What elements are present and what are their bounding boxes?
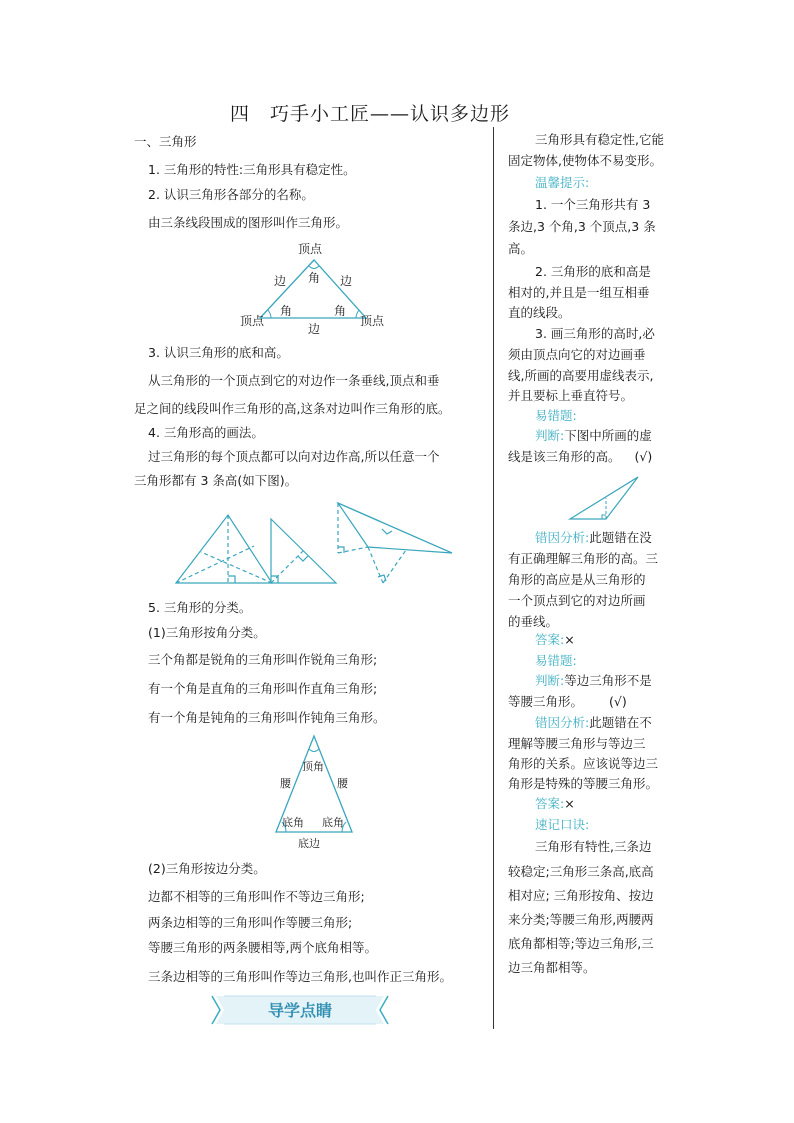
triangle-parts-diagram bbox=[236, 238, 396, 338]
label-leg-right: 腰 bbox=[337, 777, 348, 790]
text-line: (1)三角形按角分类。 bbox=[148, 625, 266, 640]
judge-label: 判断: bbox=[535, 428, 565, 443]
text-line: 三个角都是锐角的三角形叫作锐角三角形; bbox=[148, 652, 378, 667]
answer-line-1 bbox=[535, 632, 575, 648]
text-line: 三角形都有 3 条高(如下图)。 bbox=[134, 473, 298, 488]
label-base-side: 底边 bbox=[298, 837, 320, 850]
text-line: 2. 认识三角形各部分的名称。 bbox=[148, 187, 314, 202]
text-line: 5. 三角形的分类。 bbox=[148, 600, 252, 615]
judge-label: 判断: bbox=[535, 673, 565, 688]
answer-line-2 bbox=[535, 796, 575, 812]
text-line: 有一个角是钝角的三角形叫作钝角三角形。 bbox=[148, 710, 386, 725]
note-line: 一个顶点到它的对边所画 bbox=[508, 593, 646, 608]
isosceles-triangle-diagram bbox=[266, 732, 366, 852]
label-left-side: 边 bbox=[274, 274, 287, 288]
label-leg-left: 腰 bbox=[280, 777, 291, 790]
answer-label: 答案: bbox=[535, 632, 565, 647]
answer-value: × bbox=[564, 796, 575, 811]
note-line: 条边,3 个角,3 个顶点,3 条 bbox=[508, 219, 656, 234]
label-top-vertex: 顶点 bbox=[298, 242, 323, 256]
obtuse-triangle-altitudes bbox=[338, 503, 452, 583]
page-title: 四 巧手小工匠——认识多边形 bbox=[230, 103, 511, 125]
text-line: 3. 认识三角形的底和高。 bbox=[148, 345, 289, 360]
error-question-heading-1: 易错题: bbox=[535, 408, 577, 423]
judge-text: 线是该三角形的高。 bbox=[508, 449, 621, 464]
label-bottom-right-vertex: 顶点 bbox=[360, 314, 385, 328]
note-line: 线,所画的高要用虚线表示, bbox=[508, 368, 654, 383]
text-line: 4. 三角形高的画法。 bbox=[148, 425, 264, 440]
answer-value: × bbox=[564, 632, 575, 647]
judge-line-1 bbox=[535, 428, 652, 444]
analysis-text: 此题错在没 bbox=[589, 530, 652, 545]
text-line: 足之间的线段叫作三角形的高,这条对边叫作三角形的底。 bbox=[134, 401, 451, 416]
note-line: 角形的关系。应该说等边三 bbox=[508, 756, 659, 771]
analysis-line-1 bbox=[535, 530, 652, 546]
judge-line-1b bbox=[508, 449, 652, 465]
label-base-side: 边 bbox=[308, 322, 321, 336]
acute-triangle-altitudes bbox=[176, 515, 272, 583]
note-line: 三角形具有稳定性,它能 bbox=[535, 132, 664, 147]
note-line: 须由顶点向它的对边画垂 bbox=[508, 347, 646, 362]
note-line: 角形的高应是从三角形的 bbox=[508, 572, 646, 587]
error-question-heading-2: 易错题: bbox=[535, 653, 577, 668]
text-line: 过三角形的每个顶点都可以向对边作高,所以任意一个 bbox=[148, 449, 440, 464]
label-right-side: 边 bbox=[340, 274, 353, 288]
note-line: 底角都相等;等边三角形,三 bbox=[508, 936, 654, 951]
note-line: 1. 一个三角形共有 3 bbox=[535, 197, 651, 212]
angle-arc-right bbox=[356, 310, 359, 318]
judge-triangle-diagram bbox=[566, 473, 642, 523]
note-line: 较稳定;三角形三条高,底高 bbox=[508, 864, 654, 879]
answer-label: 答案: bbox=[535, 796, 565, 811]
judge-line-2 bbox=[535, 673, 652, 689]
label-base-angle-left: 底角 bbox=[282, 816, 304, 829]
label-base-angle-right: 底角 bbox=[322, 816, 344, 829]
note-line: 固定物体,使物体不易变形。 bbox=[508, 153, 662, 168]
column-divider bbox=[493, 127, 494, 1029]
altitudes-diagram bbox=[168, 495, 458, 590]
judge-line-2b bbox=[508, 694, 627, 710]
note-line: 的垂线。 bbox=[508, 614, 559, 629]
banner-text: 导学点睛 bbox=[267, 1001, 333, 1020]
label-angle-right: 角 bbox=[334, 304, 347, 318]
label-angle-left: 角 bbox=[280, 304, 293, 318]
analysis-line-2 bbox=[535, 715, 652, 731]
guide-banner bbox=[210, 994, 390, 1026]
judge-mark: (√) bbox=[634, 449, 653, 464]
text-line: 边都不相等的三角形叫作不等边三角形; bbox=[148, 889, 365, 904]
note-line: 有正确理解三角形的高。三 bbox=[508, 551, 659, 566]
note-line: 角形是特殊的等腰三角形。 bbox=[508, 776, 659, 791]
note-line: 2. 三角形的底和高是 bbox=[535, 264, 651, 279]
label-bottom-left-vertex: 顶点 bbox=[240, 314, 265, 328]
judge-text: 等腰三角形。 bbox=[508, 694, 584, 709]
judge-text: 等边三角形不是 bbox=[564, 673, 652, 688]
tip-heading: 温馨提示: bbox=[535, 175, 590, 190]
note-line: 并且要标上垂直符号。 bbox=[508, 388, 634, 403]
label-apex-angle: 顶角 bbox=[302, 760, 324, 773]
note-line: 直的线段。 bbox=[508, 305, 571, 320]
note-line: 边三角都相等。 bbox=[508, 960, 596, 975]
text-line: 两条边相等的三角形叫作等腰三角形; bbox=[148, 915, 353, 930]
section-heading-triangle: 一、三角形 bbox=[134, 134, 197, 149]
text-line: 等腰三角形的两条腰相等,两个底角相等。 bbox=[148, 940, 377, 955]
text-line: 有一个角是直角的三角形叫作直角三角形; bbox=[148, 681, 378, 696]
text-line: (2)三角形按边分类。 bbox=[148, 861, 266, 876]
analysis-label: 错因分析: bbox=[535, 530, 590, 545]
text-line: 1. 三角形的特性:三角形具有稳定性。 bbox=[148, 162, 356, 177]
judge-text: 下图中所画的虚 bbox=[564, 428, 652, 443]
angle-arc-top bbox=[309, 266, 319, 269]
judge-mark: (√) bbox=[609, 694, 627, 709]
note-line: 高。 bbox=[508, 241, 534, 256]
label-angle-top: 角 bbox=[308, 271, 321, 285]
note-line: 相对的,并且是一组互相垂 bbox=[508, 285, 650, 300]
text-line: 三条边相等的三角形叫作等边三角形,也叫作正三角形。 bbox=[148, 969, 452, 984]
note-line: 3. 画三角形的高时,必 bbox=[535, 326, 655, 341]
angle-arc-left bbox=[268, 310, 271, 318]
text-line: 由三条线段围成的图形叫作三角形。 bbox=[148, 215, 349, 230]
mnemonic-heading: 速记口诀: bbox=[535, 817, 590, 832]
note-line: 来分类;等腰三角形,两腰两 bbox=[508, 912, 654, 927]
right-triangle-altitudes bbox=[271, 519, 336, 583]
analysis-text: 此题错在不 bbox=[589, 715, 652, 730]
note-line: 理解等腰三角形与等边三 bbox=[508, 736, 646, 751]
text-line: 从三角形的一个顶点到它的对边作一条垂线,顶点和垂 bbox=[148, 373, 440, 388]
note-line: 三角形有特性,三条边 bbox=[535, 839, 652, 854]
note-line: 相对应; 三角形按角、按边 bbox=[508, 888, 654, 903]
analysis-label: 错因分析: bbox=[535, 715, 590, 730]
